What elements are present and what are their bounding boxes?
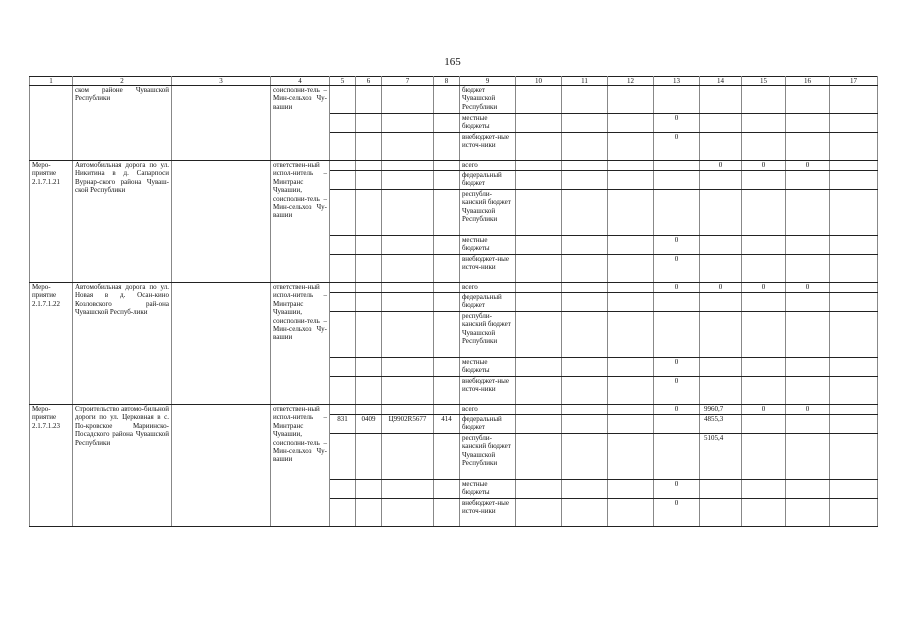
page-number: 165 bbox=[444, 56, 461, 68]
rzpr-cell bbox=[356, 405, 382, 415]
csr-cell bbox=[382, 283, 434, 293]
value-cell: 0 bbox=[742, 405, 786, 415]
value-cell bbox=[786, 293, 830, 312]
value-cell bbox=[786, 236, 830, 255]
value-cell bbox=[516, 236, 562, 255]
source-cell: бюджет Чувашской Республики bbox=[460, 86, 516, 114]
value-cell bbox=[608, 86, 654, 114]
value-cell bbox=[654, 312, 700, 358]
value-cell bbox=[516, 293, 562, 312]
value-cell: 0 bbox=[742, 161, 786, 171]
value-cell bbox=[742, 377, 786, 405]
grbs-cell bbox=[330, 480, 356, 499]
grbs-cell bbox=[330, 283, 356, 293]
event-code-cell: Меро-приятие 2.1.7.1.23 bbox=[30, 405, 73, 527]
value-cell bbox=[516, 312, 562, 358]
responsible-cell: ответствен-ный испол-нитель – Минтранс Чувашии, соисполни-тель – Мин-сельхоз Чу-вашии bbox=[271, 283, 330, 405]
event-name-cell: Автомобильная дорога по ул. Новая в д. Осан-кино Козловского рай-она Чувашской Респуб-лики bbox=[73, 283, 172, 405]
csr-cell bbox=[382, 312, 434, 358]
event-code-cell bbox=[30, 86, 73, 161]
grbs-cell bbox=[330, 405, 356, 415]
rzpr-cell: 0409 bbox=[356, 415, 382, 434]
rzpr-cell bbox=[356, 171, 382, 190]
event-code-cell: Меро-приятие 2.1.7.1.21 bbox=[30, 161, 73, 283]
value-cell bbox=[516, 434, 562, 480]
source-cell: внебюджет-ные источ-ники bbox=[460, 377, 516, 405]
value-cell bbox=[742, 190, 786, 236]
source-cell: местные бюджеты bbox=[460, 358, 516, 377]
event-name-cell: Автомобильная дорога по ул. Никитина в д. Сапарпоси Вурнар-ского района Чуваш-ской Республики bbox=[73, 161, 172, 283]
goal-cell bbox=[172, 161, 271, 283]
csr-cell: Ц9902R5677 bbox=[382, 415, 434, 434]
rzpr-cell bbox=[356, 293, 382, 312]
grbs-cell bbox=[330, 190, 356, 236]
grbs-cell bbox=[330, 255, 356, 283]
csr-cell bbox=[382, 161, 434, 171]
value-cell bbox=[830, 190, 878, 236]
header-cell: 16 bbox=[786, 77, 830, 86]
grbs-cell bbox=[330, 133, 356, 161]
header-cell: 12 bbox=[608, 77, 654, 86]
header-cell: 7 bbox=[382, 77, 434, 86]
rzpr-cell bbox=[356, 86, 382, 114]
value-cell bbox=[562, 405, 608, 415]
value-cell bbox=[742, 133, 786, 161]
value-cell: 0 bbox=[654, 480, 700, 499]
table-row bbox=[30, 283, 878, 293]
source-cell: республи-канский бюджет Чувашской Республики bbox=[460, 434, 516, 480]
value-cell bbox=[562, 377, 608, 405]
rzpr-cell bbox=[356, 236, 382, 255]
rzpr-cell bbox=[356, 133, 382, 161]
value-cell bbox=[830, 434, 878, 480]
rzpr-cell bbox=[356, 255, 382, 283]
value-cell bbox=[830, 312, 878, 358]
value-cell bbox=[608, 171, 654, 190]
vr-cell bbox=[434, 86, 460, 114]
value-cell bbox=[742, 255, 786, 283]
rzpr-cell bbox=[356, 358, 382, 377]
value-cell bbox=[608, 434, 654, 480]
responsible-cell: соисполни-тель – Мин-сельхоз Чу-вашии bbox=[271, 86, 330, 161]
header-cell: 14 bbox=[700, 77, 742, 86]
vr-cell bbox=[434, 499, 460, 527]
value-cell bbox=[608, 405, 654, 415]
value-cell: 0 bbox=[654, 377, 700, 405]
vr-cell bbox=[434, 434, 460, 480]
value-cell: 0 bbox=[654, 255, 700, 283]
rzpr-cell bbox=[356, 434, 382, 480]
value-cell bbox=[700, 293, 742, 312]
grbs-cell bbox=[330, 377, 356, 405]
value-cell bbox=[742, 434, 786, 480]
value-cell bbox=[830, 236, 878, 255]
value-cell bbox=[516, 283, 562, 293]
value-cell bbox=[608, 293, 654, 312]
value-cell bbox=[786, 499, 830, 527]
value-cell bbox=[830, 415, 878, 434]
value-cell bbox=[830, 499, 878, 527]
value-cell bbox=[742, 415, 786, 434]
value-cell bbox=[830, 405, 878, 415]
source-cell: местные бюджеты bbox=[460, 480, 516, 499]
source-cell: внебюджет-ные источ-ники bbox=[460, 255, 516, 283]
value-cell bbox=[830, 293, 878, 312]
value-cell: 0 bbox=[700, 161, 742, 171]
value-cell bbox=[654, 434, 700, 480]
value-cell bbox=[700, 480, 742, 499]
value-cell bbox=[608, 133, 654, 161]
value-cell bbox=[516, 415, 562, 434]
value-cell bbox=[654, 293, 700, 312]
budget-table bbox=[29, 76, 878, 527]
value-cell bbox=[786, 480, 830, 499]
value-cell bbox=[654, 171, 700, 190]
value-cell bbox=[700, 499, 742, 527]
value-cell bbox=[742, 312, 786, 358]
source-cell: республи-канский бюджет Чувашской Республики bbox=[460, 190, 516, 236]
value-cell bbox=[608, 415, 654, 434]
responsible-cell: ответствен-ный испол-нитель – Минтранс Чувашии, соисполни-тель – Мин-сельхоз Чу-вашии bbox=[271, 405, 330, 527]
value-cell bbox=[562, 434, 608, 480]
value-cell bbox=[742, 499, 786, 527]
value-cell bbox=[516, 133, 562, 161]
header-cell: 5 bbox=[330, 77, 356, 86]
value-cell bbox=[830, 255, 878, 283]
value-cell: 0 bbox=[786, 283, 830, 293]
csr-cell bbox=[382, 434, 434, 480]
rzpr-cell bbox=[356, 499, 382, 527]
csr-cell bbox=[382, 86, 434, 114]
header-cell: 15 bbox=[742, 77, 786, 86]
value-cell bbox=[742, 236, 786, 255]
value-cell bbox=[562, 283, 608, 293]
value-cell bbox=[742, 86, 786, 114]
value-cell bbox=[786, 312, 830, 358]
goal-cell bbox=[172, 405, 271, 527]
csr-cell bbox=[382, 358, 434, 377]
source-cell: всего bbox=[460, 161, 516, 171]
value-cell bbox=[516, 499, 562, 527]
rzpr-cell bbox=[356, 312, 382, 358]
value-cell bbox=[608, 377, 654, 405]
value-cell bbox=[516, 480, 562, 499]
value-cell bbox=[562, 171, 608, 190]
value-cell bbox=[516, 190, 562, 236]
header-cell: 13 bbox=[654, 77, 700, 86]
vr-cell bbox=[434, 358, 460, 377]
value-cell bbox=[742, 114, 786, 133]
csr-cell bbox=[382, 171, 434, 190]
event-code-cell: Меро-приятие 2.1.7.1.22 bbox=[30, 283, 73, 405]
value-cell bbox=[700, 255, 742, 283]
value-cell bbox=[608, 358, 654, 377]
value-cell bbox=[742, 358, 786, 377]
rzpr-cell bbox=[356, 283, 382, 293]
header-row bbox=[30, 77, 878, 86]
value-cell bbox=[742, 293, 786, 312]
value-cell bbox=[786, 114, 830, 133]
grbs-cell bbox=[330, 114, 356, 133]
grbs-cell bbox=[330, 86, 356, 114]
header-cell: 1 bbox=[30, 77, 73, 86]
value-cell bbox=[786, 415, 830, 434]
vr-cell bbox=[434, 161, 460, 171]
event-name-cell: ском районе Чувашской Республики bbox=[73, 86, 172, 161]
value-cell bbox=[830, 358, 878, 377]
grbs-cell bbox=[330, 434, 356, 480]
value-cell bbox=[562, 312, 608, 358]
value-cell bbox=[742, 480, 786, 499]
value-cell bbox=[654, 415, 700, 434]
value-cell bbox=[516, 114, 562, 133]
value-cell bbox=[608, 114, 654, 133]
grbs-cell: 831 bbox=[330, 415, 356, 434]
value-cell bbox=[830, 133, 878, 161]
value-cell bbox=[786, 255, 830, 283]
csr-cell bbox=[382, 133, 434, 161]
csr-cell bbox=[382, 480, 434, 499]
value-cell bbox=[608, 480, 654, 499]
grbs-cell bbox=[330, 499, 356, 527]
vr-cell bbox=[434, 377, 460, 405]
source-cell: федеральный бюджет bbox=[460, 293, 516, 312]
goal-cell bbox=[172, 86, 271, 161]
table-row bbox=[30, 405, 878, 415]
grbs-cell bbox=[330, 312, 356, 358]
source-cell: местные бюджеты bbox=[460, 114, 516, 133]
value-cell: 4855,3 bbox=[700, 415, 742, 434]
value-cell bbox=[562, 114, 608, 133]
value-cell bbox=[786, 434, 830, 480]
value-cell bbox=[608, 236, 654, 255]
value-cell bbox=[562, 86, 608, 114]
value-cell: 0 bbox=[654, 358, 700, 377]
header-cell: 9 bbox=[460, 77, 516, 86]
csr-cell bbox=[382, 377, 434, 405]
grbs-cell bbox=[330, 293, 356, 312]
header-cell: 8 bbox=[434, 77, 460, 86]
value-cell: 0 bbox=[654, 236, 700, 255]
value-cell bbox=[830, 377, 878, 405]
value-cell bbox=[786, 171, 830, 190]
grbs-cell bbox=[330, 161, 356, 171]
value-cell bbox=[562, 358, 608, 377]
value-cell bbox=[700, 171, 742, 190]
value-cell: 0 bbox=[654, 114, 700, 133]
vr-cell bbox=[434, 480, 460, 499]
value-cell bbox=[830, 480, 878, 499]
value-cell bbox=[516, 161, 562, 171]
value-cell: 0 bbox=[654, 283, 700, 293]
value-cell bbox=[562, 190, 608, 236]
vr-cell bbox=[434, 293, 460, 312]
value-cell bbox=[830, 171, 878, 190]
value-cell bbox=[516, 171, 562, 190]
value-cell: 0 bbox=[742, 283, 786, 293]
value-cell bbox=[562, 133, 608, 161]
header-cell: 17 bbox=[830, 77, 878, 86]
header-cell: 2 bbox=[73, 77, 172, 86]
value-cell bbox=[562, 161, 608, 171]
vr-cell bbox=[434, 114, 460, 133]
rzpr-cell bbox=[356, 114, 382, 133]
csr-cell bbox=[382, 293, 434, 312]
header-cell: 10 bbox=[516, 77, 562, 86]
value-cell bbox=[700, 86, 742, 114]
value-cell bbox=[608, 161, 654, 171]
goal-cell bbox=[172, 283, 271, 405]
value-cell bbox=[700, 236, 742, 255]
value-cell bbox=[786, 86, 830, 114]
responsible-cell: ответствен-ный испол-нитель – Минтранс Чувашии, соисполни-тель – Мин-сельхоз Чу-вашии bbox=[271, 161, 330, 283]
vr-cell bbox=[434, 133, 460, 161]
value-cell bbox=[700, 312, 742, 358]
value-cell bbox=[608, 312, 654, 358]
value-cell bbox=[608, 283, 654, 293]
table-row bbox=[30, 86, 878, 114]
value-cell: 9960,7 bbox=[700, 405, 742, 415]
value-cell bbox=[654, 86, 700, 114]
value-cell bbox=[830, 86, 878, 114]
value-cell bbox=[516, 405, 562, 415]
rzpr-cell bbox=[356, 190, 382, 236]
source-cell: федеральный бюджет bbox=[460, 415, 516, 434]
header-cell: 11 bbox=[562, 77, 608, 86]
rzpr-cell bbox=[356, 377, 382, 405]
source-cell: республи-канский бюджет Чувашской Республики bbox=[460, 312, 516, 358]
value-cell bbox=[608, 190, 654, 236]
source-cell: внебюджет-ные источ-ники bbox=[460, 499, 516, 527]
value-cell bbox=[700, 358, 742, 377]
csr-cell bbox=[382, 236, 434, 255]
value-cell: 0 bbox=[654, 133, 700, 161]
value-cell bbox=[786, 190, 830, 236]
source-cell: федеральный бюджет bbox=[460, 171, 516, 190]
value-cell bbox=[562, 415, 608, 434]
vr-cell: 414 bbox=[434, 415, 460, 434]
rzpr-cell bbox=[356, 161, 382, 171]
value-cell bbox=[700, 133, 742, 161]
grbs-cell bbox=[330, 358, 356, 377]
value-cell bbox=[786, 133, 830, 161]
grbs-cell bbox=[330, 236, 356, 255]
value-cell bbox=[786, 377, 830, 405]
value-cell bbox=[830, 161, 878, 171]
value-cell bbox=[516, 86, 562, 114]
value-cell bbox=[562, 255, 608, 283]
value-cell: 0 bbox=[786, 161, 830, 171]
vr-cell bbox=[434, 283, 460, 293]
value-cell bbox=[654, 161, 700, 171]
vr-cell bbox=[434, 255, 460, 283]
header-cell: 3 bbox=[172, 77, 271, 86]
csr-cell bbox=[382, 114, 434, 133]
value-cell: 0 bbox=[786, 405, 830, 415]
vr-cell bbox=[434, 405, 460, 415]
value-cell: 0 bbox=[654, 405, 700, 415]
csr-cell bbox=[382, 190, 434, 236]
value-cell bbox=[742, 171, 786, 190]
value-cell bbox=[654, 190, 700, 236]
grbs-cell bbox=[330, 171, 356, 190]
csr-cell bbox=[382, 405, 434, 415]
vr-cell bbox=[434, 236, 460, 255]
header-cell: 6 bbox=[356, 77, 382, 86]
table-row bbox=[30, 161, 878, 171]
source-cell: всего bbox=[460, 405, 516, 415]
value-cell bbox=[562, 293, 608, 312]
event-name-cell: Строительство автомо-бильной дороги по ул. Церковная в с. По-кровское Мариинско-Посадского района Чувашской Республики bbox=[73, 405, 172, 527]
value-cell bbox=[516, 377, 562, 405]
value-cell bbox=[516, 358, 562, 377]
source-cell: внебюджет-ные источ-ники bbox=[460, 133, 516, 161]
csr-cell bbox=[382, 499, 434, 527]
value-cell bbox=[562, 480, 608, 499]
rzpr-cell bbox=[356, 480, 382, 499]
value-cell: 0 bbox=[700, 283, 742, 293]
source-cell: всего bbox=[460, 283, 516, 293]
header-cell: 4 bbox=[271, 77, 330, 86]
vr-cell bbox=[434, 171, 460, 190]
value-cell bbox=[562, 236, 608, 255]
value-cell bbox=[700, 377, 742, 405]
value-cell bbox=[516, 255, 562, 283]
value-cell bbox=[608, 499, 654, 527]
source-cell: местные бюджеты bbox=[460, 236, 516, 255]
vr-cell bbox=[434, 190, 460, 236]
value-cell bbox=[562, 499, 608, 527]
value-cell bbox=[700, 190, 742, 236]
value-cell: 0 bbox=[654, 499, 700, 527]
value-cell: 5105,4 bbox=[700, 434, 742, 480]
value-cell bbox=[830, 114, 878, 133]
value-cell bbox=[830, 283, 878, 293]
value-cell bbox=[700, 114, 742, 133]
vr-cell bbox=[434, 312, 460, 358]
csr-cell bbox=[382, 255, 434, 283]
value-cell bbox=[608, 255, 654, 283]
value-cell bbox=[786, 358, 830, 377]
